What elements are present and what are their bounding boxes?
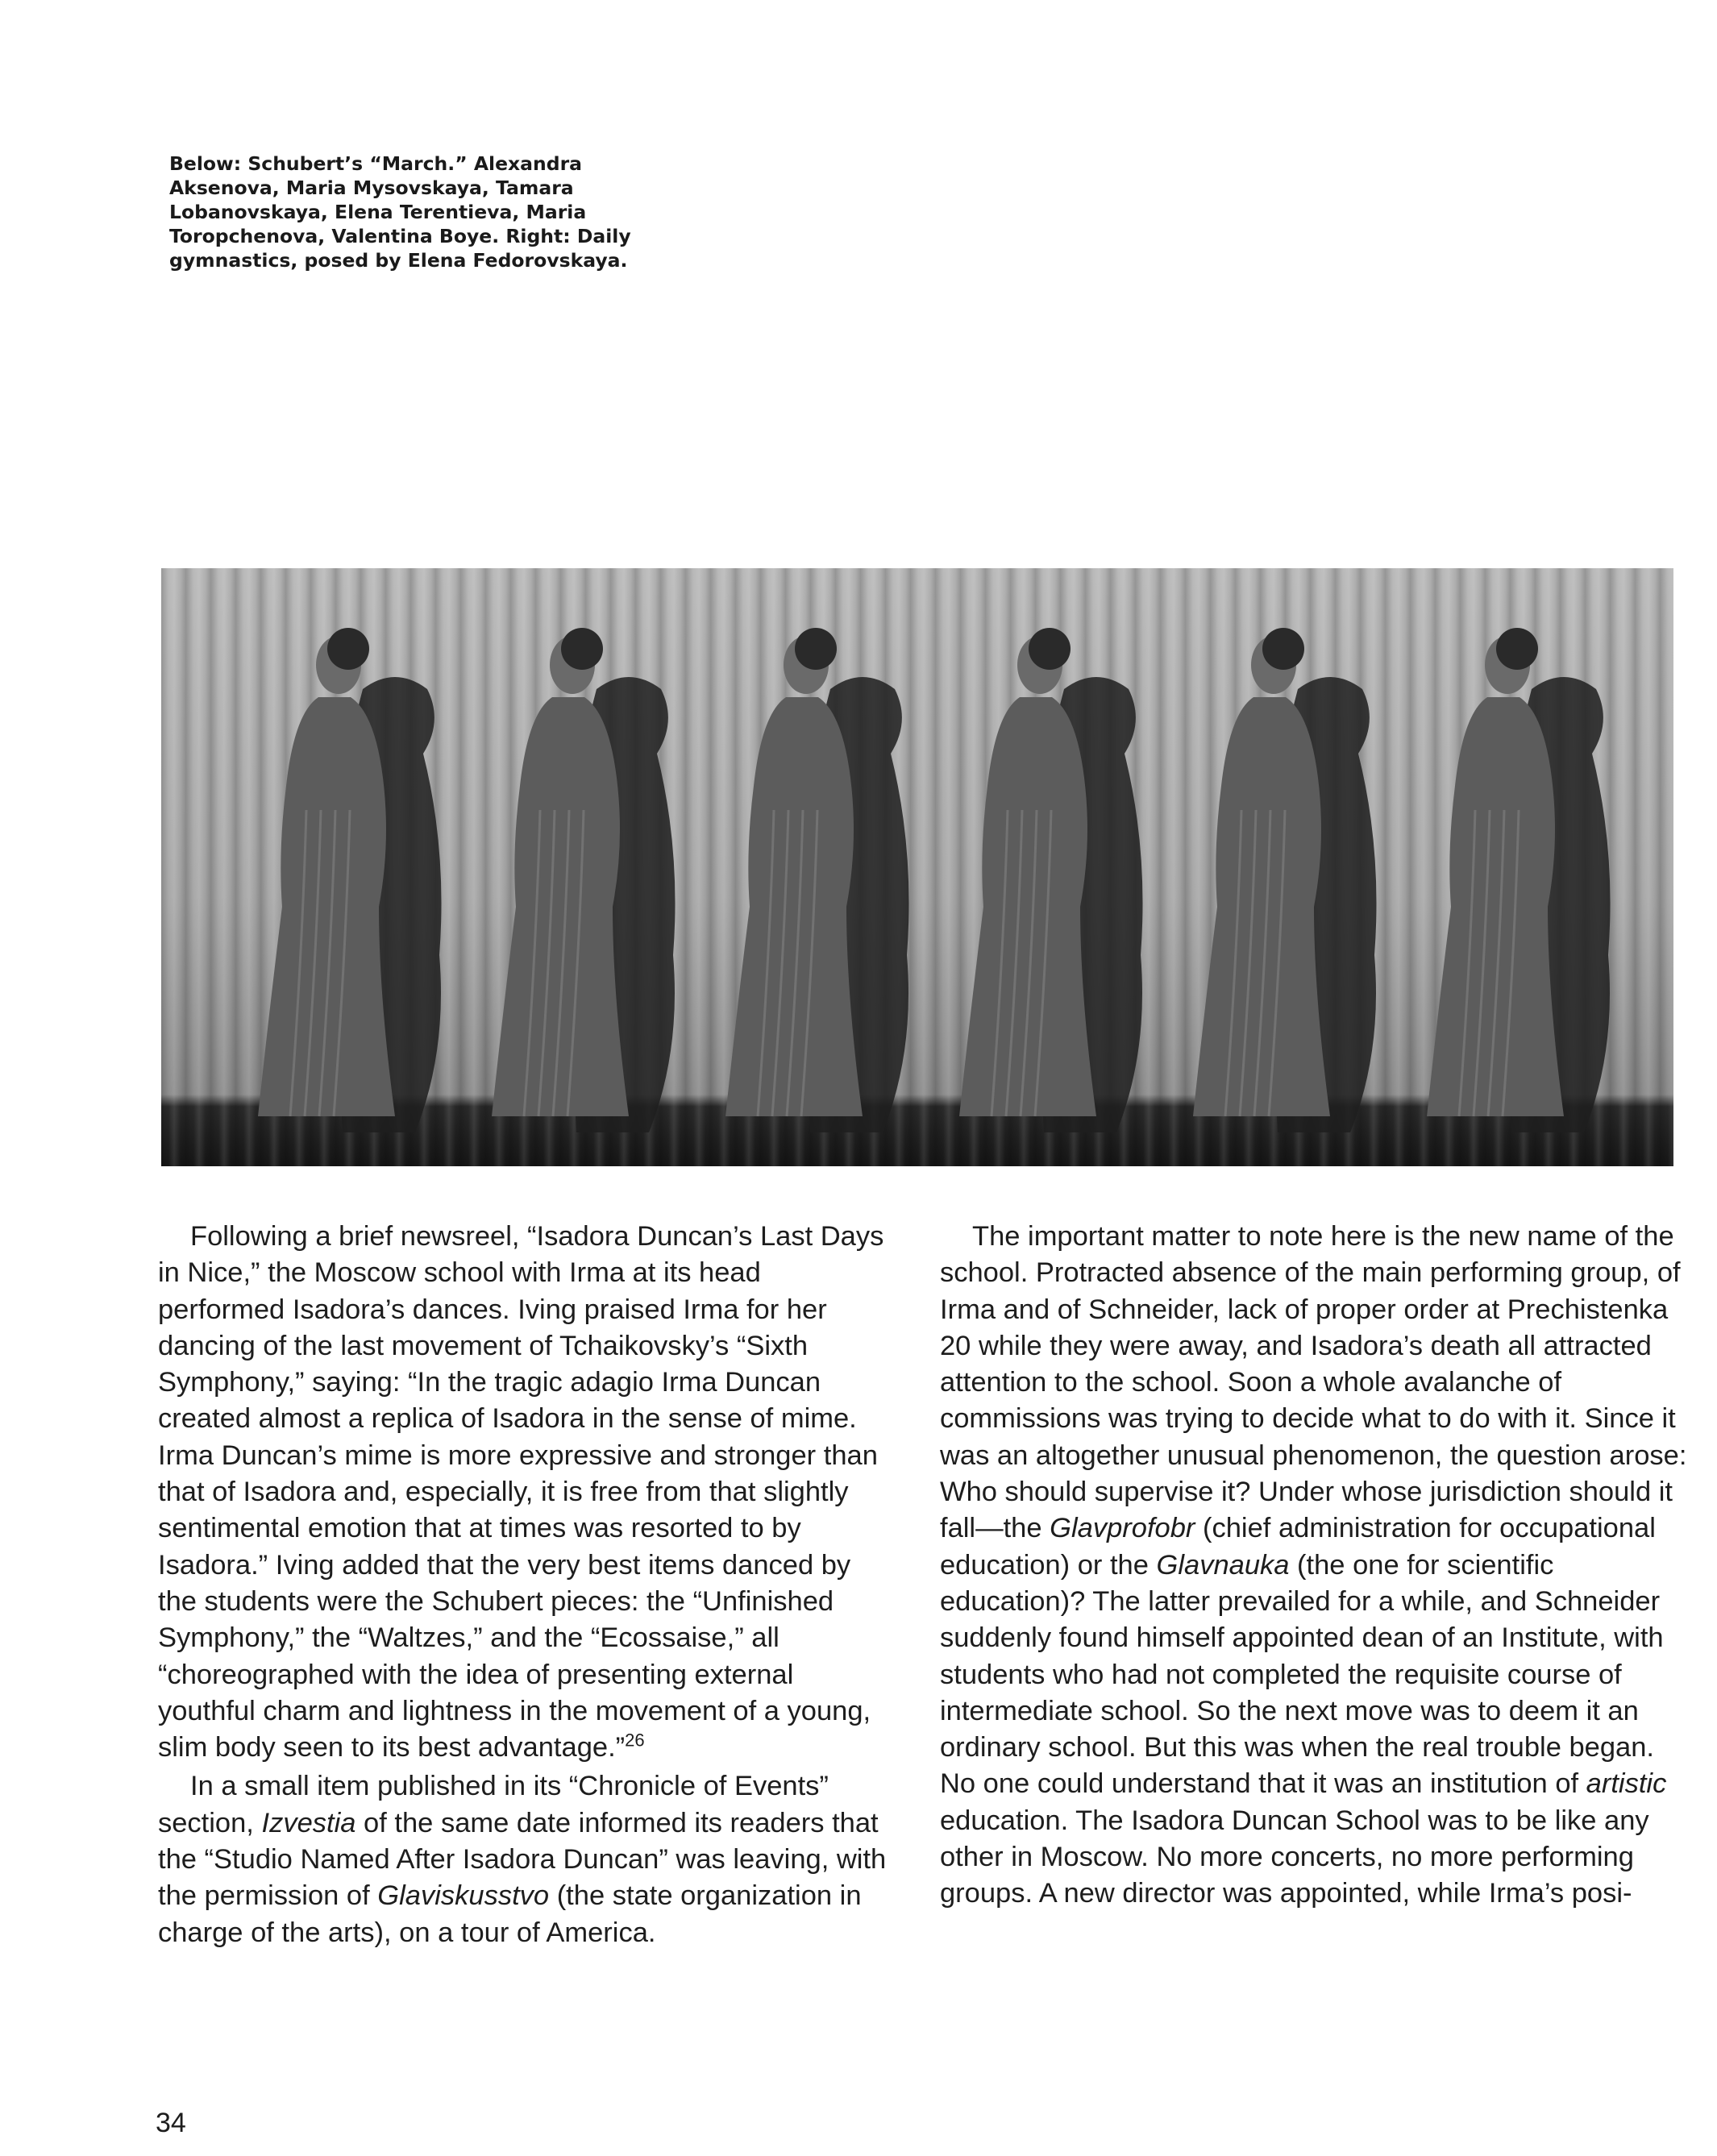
left-paragraph-1 — [158, 1219, 892, 1766]
right-paragraph-1 — [940, 1219, 1690, 1913]
right-paragraph-part-c: (the one for scientific education)? The latter prevailed for a while, and Schneider suddenly found himself appointed dean of an Institute, with students who had not completed the requisite course of intermediate school. So the next move was to deem it an ordinary school. But this was when the real trouble began. No one could understand that it was an institution of — [940, 1549, 1664, 1800]
dancer-2 — [492, 628, 676, 1132]
right-column — [940, 1219, 1690, 1913]
right-paragraph-part-b: (chief administration for occupational education) or the — [940, 1513, 1656, 1581]
photo-caption: Below: Schubert’s “March.” Alexandra Aksenova, Maria Mysovskaya, Tamara Lobanovskaya, Elena Terentieva, Maria Toropchenova, Valentina Boye. Right: Daily gymnastics, posed by Elena Fedorovskaya. — [169, 152, 631, 272]
dancer-robe — [258, 697, 395, 1116]
dancers-photograph-drawing — [161, 568, 1673, 1166]
left-paragraph-2-part-b: of the same date informed its readers that the “Studio Named After Isadora Duncan” was leaving, with the permission of — [158, 1807, 887, 1912]
glavprofobr-term: Glavprofobr — [1050, 1513, 1195, 1544]
left-paragraph-1-text: Following a brief newsreel, “Isadora Duncan’s Last Days in Nice,” the Moscow school with Irma at its head performed Isadora’s dances. Iving praised Irma for her dancing of the last movement of Tchaikovsky’s “Sixth Symphony,” saying: “In the tragic adagio Irma Duncan created almost a replica of Isadora in the sense of mime. Irma Duncan’s mime is more expressive and stronger than that of Isadora and, especially, it is free from that slightly sentimental emotion that at times was resorted to by Isadora.” Iving added that the very best items danced by the students were the Schubert pieces: the “Unfinished Symphony,” the “Waltzes,” and the “Ecossaise,” all “choreographed with the idea of presenting external youthful charm and lightness in the movement of a young, slim body seen to its best advantage.” — [158, 1221, 884, 1763]
page-number: 34 — [156, 2108, 186, 2138]
dancer-3 — [725, 628, 909, 1132]
artistic-emphasis: artistic — [1586, 1768, 1667, 1800]
left-paragraph-2-part-c: (the state organization in charge of the arts), on a tour of America. — [158, 1880, 862, 1948]
dancer-6 — [1427, 628, 1611, 1132]
izvestia-title: Izvestia — [261, 1807, 356, 1838]
glavnauka-term: Glavnauka — [1156, 1549, 1290, 1581]
left-paragraph-2 — [158, 1768, 892, 1950]
glaviskusstvo-term: Glaviskusstvo — [377, 1880, 550, 1912]
left-column — [158, 1219, 892, 1951]
dancer-hair — [327, 628, 369, 670]
footnote-marker-26: 26 — [625, 1730, 645, 1751]
left-paragraph-2-part-a: In a small item published in its “Chronicle of Events” section, — [158, 1771, 829, 1838]
dancer-hair — [1496, 628, 1538, 670]
dancer-robe — [1193, 697, 1330, 1116]
dancer-robe — [959, 697, 1096, 1116]
dancer-1 — [258, 628, 442, 1132]
dancer-robe — [725, 697, 863, 1116]
right-paragraph-part-d: education. The Isadora Duncan School was to be like any other in Moscow. No more concerts, no more performing groups. A new director was appointed, while Irma’s posi- — [940, 1805, 1649, 1909]
dancer-5 — [1193, 628, 1377, 1132]
dancer-hair — [561, 628, 603, 670]
dancer-4 — [959, 628, 1143, 1132]
dancer-hair — [1262, 628, 1304, 670]
dancer-hair — [795, 628, 837, 670]
dancer-robe — [1427, 697, 1564, 1116]
right-paragraph-part-a: The important matter to note here is the new name of the school. Protracted absence of the main performing group, of Irma and of Schneider, lack of proper order at Prechistenka 20 while they were away, and Isadora’s death all attracted attention to the school. Soon a whole avalanche of commissions was trying to decide what to do with it. Since it was an altogether unusual phenomenon, the question arose: Who should supervise it? Under whose jurisdiction should it fall—the — [940, 1221, 1687, 1544]
dancers-photograph — [161, 568, 1673, 1166]
dancer-figures — [258, 628, 1611, 1132]
dancer-robe — [492, 697, 629, 1116]
dancer-hair — [1029, 628, 1071, 670]
